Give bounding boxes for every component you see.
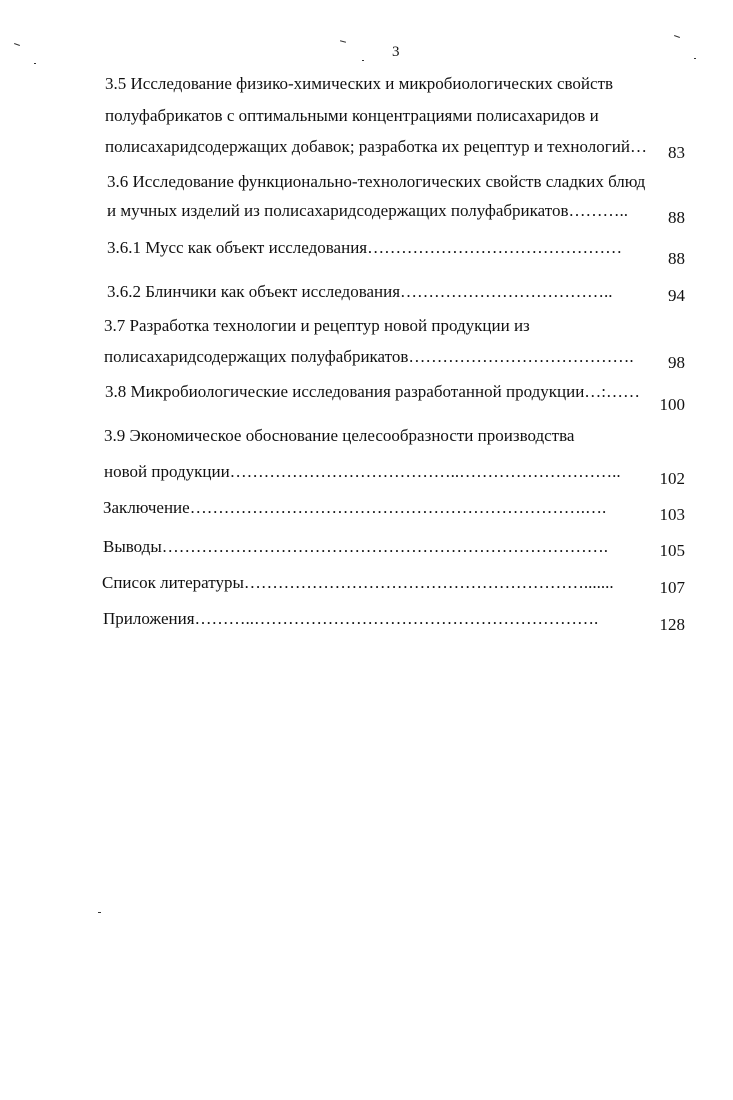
toc-entry-conclusion: Заключение…………………………………………………………….…. [103,498,607,517]
toc-entry-3-5-line-2: полуфабрикатов с оптимальными концентрациями полисахаридов и [105,106,599,125]
toc-entry-3-8: 3.8 Микробиологические исследования разработанной продукции…:…… [105,382,641,401]
toc-entry-3-5-page: 83 [668,143,685,162]
toc-entry-appendices: Приложения………..……………………………………………………. [103,609,599,628]
toc-entry-conclusion-page: 103 [659,505,685,524]
toc-entry-findings-page: 105 [659,541,685,560]
toc-entry-3-6-line-1: 3.6 Исследование функционально-технологических свойств сладких блюд [107,172,646,191]
toc-entry-3-7-line-1: 3.7 Разработка технологии и рецептур новой продукции из [104,316,530,335]
toc-entry-findings: Выводы……………………………………………………………………. [103,537,609,556]
scan-speck [674,35,680,38]
scan-speck [34,63,36,64]
toc-entry-3-8-page: 100 [659,395,685,414]
scan-speck [694,58,696,59]
toc-entry-3-6-1: 3.6.1 Мусс как объект исследования……………………………………… [107,238,623,257]
toc-entry-3-6-line-2: и мучных изделий из полисахаридсодержащих полуфабрикатов……….. [107,201,628,220]
toc-entry-3-9-line-2: новой продукции…………………………………..……………………….. [104,462,621,481]
scan-speck [340,40,346,43]
toc-entry-3-6-1-page: 88 [668,249,685,268]
scan-speck [362,60,364,61]
toc-entry-3-6-2: 3.6.2 Блинчики как объект исследования……………………………….. [107,282,613,301]
toc-entry-3-6-page: 88 [668,208,685,227]
toc-entry-references: Список литературы……………………………………………………....... [102,573,614,592]
page-number: 3 [392,44,400,60]
toc-entry-3-5-line-1: 3.5 Исследование физико-химических и микробиологических свойств [105,74,614,93]
toc-entry-3-7-page: 98 [668,353,685,372]
toc-entry-3-7-line-2: полисахаридсодержащих полуфабрикатов…………………………………. [104,347,634,366]
scan-speck [14,43,20,46]
scan-speck [98,912,101,913]
toc-entry-3-6-2-page: 94 [668,286,685,305]
toc-entry-3-9-line-1: 3.9 Экономическое обоснование целесообразности производства [104,426,575,445]
toc-entry-appendices-page: 128 [659,615,685,634]
toc-entry-references-page: 107 [659,578,685,597]
toc-entry-3-9-page: 102 [659,469,685,488]
toc-entry-3-5-line-3: полисахаридсодержащих добавок; разработка их рецептур и технологий… [105,137,647,156]
